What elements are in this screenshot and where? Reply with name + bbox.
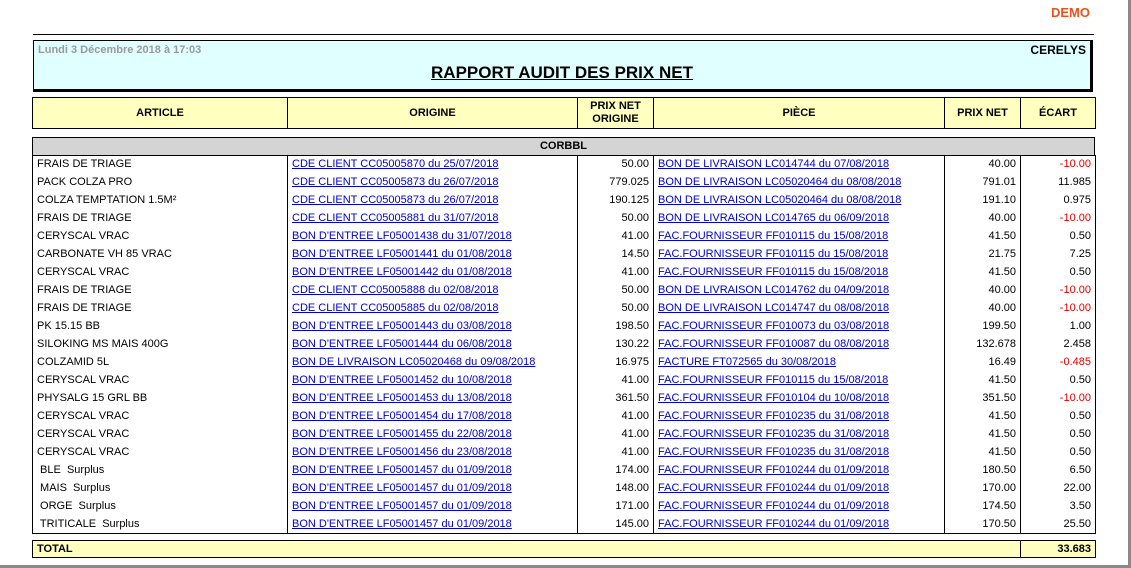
cell-origine-link[interactable] bbox=[288, 479, 578, 497]
cell-origine-link[interactable] bbox=[288, 371, 578, 389]
cell-origine-link[interactable] bbox=[288, 227, 578, 245]
report-title: RAPPORT AUDIT DES PRIX NET bbox=[431, 63, 693, 82]
table-row bbox=[33, 515, 1096, 534]
cell-ecart: 7.25 bbox=[1021, 245, 1096, 263]
col-origine: ORIGINE bbox=[288, 98, 578, 129]
table-row bbox=[33, 263, 1096, 281]
cell-origine-link[interactable] bbox=[288, 425, 578, 443]
cell-ecart: 0.50 bbox=[1021, 443, 1096, 461]
piece-link[interactable]: BON DE LIVRAISON LC05020464 du 08/08/2018 bbox=[658, 194, 902, 206]
col-ecart: ÉCART bbox=[1021, 98, 1096, 129]
cell-prix-origine: 41.00 bbox=[578, 443, 654, 461]
origine-link[interactable]: BON D'ENTREE LF05001443 du 03/08/2018 bbox=[292, 320, 512, 332]
origine-link[interactable]: CDE CLIENT CC05005888 du 02/08/2018 bbox=[292, 284, 499, 296]
cell-ecart: 11.985 bbox=[1021, 173, 1096, 191]
cell-ecart: 0.50 bbox=[1021, 263, 1096, 281]
cell-ecart: 0.50 bbox=[1021, 407, 1096, 425]
cell-prix-origine: 145.00 bbox=[578, 515, 654, 534]
cell-prix-origine: 174.00 bbox=[578, 461, 654, 479]
cell-piece-link[interactable] bbox=[654, 191, 945, 209]
table-row bbox=[33, 425, 1096, 443]
cell-article: CERYSCAL VRAC bbox=[33, 443, 288, 461]
cell-origine-link[interactable] bbox=[288, 281, 578, 299]
origine-link[interactable]: BON D'ENTREE LF05001457 du 01/09/2018 bbox=[292, 482, 512, 494]
cell-piece-link[interactable] bbox=[654, 299, 945, 317]
cell-prix-origine: 148.00 bbox=[578, 479, 654, 497]
cell-piece-link[interactable] bbox=[654, 389, 945, 407]
cell-prix-net: 41.50 bbox=[945, 407, 1021, 425]
table-row bbox=[33, 353, 1096, 371]
cell-piece-link[interactable] bbox=[654, 173, 945, 191]
table-row bbox=[33, 371, 1096, 389]
cell-prix-net: 791.01 bbox=[945, 173, 1021, 191]
table-row bbox=[33, 335, 1096, 353]
cell-article: COLZAMID 5L bbox=[33, 353, 288, 371]
cell-prix-net: 40.00 bbox=[945, 299, 1021, 317]
demo-watermark: DEMO bbox=[1051, 5, 1090, 20]
cell-prix-net: 16.49 bbox=[945, 353, 1021, 371]
origine-link[interactable]: BON D'ENTREE LF05001455 du 22/08/2018 bbox=[292, 428, 512, 440]
origine-link[interactable]: BON D'ENTREE LF05001456 du 23/08/2018 bbox=[292, 446, 512, 458]
cell-prix-net: 41.50 bbox=[945, 263, 1021, 281]
cell-article: PHYSALG 15 GRL BB bbox=[33, 389, 288, 407]
cell-ecart: 3.50 bbox=[1021, 497, 1096, 515]
table-row bbox=[33, 155, 1096, 173]
cell-ecart: 22.00 bbox=[1021, 479, 1096, 497]
cell-prix-origine: 171.00 bbox=[578, 497, 654, 515]
origine-link[interactable]: BON D'ENTREE LF05001452 du 10/08/2018 bbox=[292, 374, 512, 386]
table-row bbox=[33, 299, 1096, 317]
cell-piece-link[interactable] bbox=[654, 245, 945, 263]
origine-link[interactable]: BON D'ENTREE LF05001442 du 01/08/2018 bbox=[292, 266, 512, 278]
cell-origine-link[interactable] bbox=[288, 191, 578, 209]
origine-link[interactable]: BON DE LIVRAISON LC05020468 du 09/08/2018 bbox=[292, 356, 536, 368]
table-row bbox=[33, 497, 1096, 515]
total-label: TOTAL bbox=[33, 541, 1021, 558]
cell-prix-net: 132.678 bbox=[945, 335, 1021, 353]
cell-ecart: 0.50 bbox=[1021, 227, 1096, 245]
cell-prix-net: 41.50 bbox=[945, 227, 1021, 245]
piece-link[interactable]: FAC.FOURNISSEUR FF010244 du 01/09/2018 bbox=[658, 464, 890, 476]
table-row bbox=[33, 389, 1096, 407]
cell-prix-net: 40.00 bbox=[945, 209, 1021, 227]
cell-prix-net: 174.50 bbox=[945, 497, 1021, 515]
cell-article: PK 15.15 BB bbox=[33, 317, 288, 335]
cell-article: MAIS Surplus bbox=[33, 479, 288, 497]
cell-piece-link[interactable] bbox=[654, 335, 945, 353]
cell-prix-net: 40.00 bbox=[945, 155, 1021, 173]
cell-ecart: -10.00 bbox=[1021, 299, 1096, 317]
piece-link[interactable]: FAC.FOURNISSEUR FF010115 du 15/08/2018 bbox=[658, 230, 889, 242]
table-row bbox=[33, 227, 1096, 245]
origine-link[interactable]: CDE CLIENT CC05005881 du 31/07/2018 bbox=[292, 212, 499, 224]
col-prix-net: PRIX NET bbox=[945, 98, 1021, 129]
piece-link[interactable]: FACTURE FT072565 du 30/08/2018 bbox=[658, 356, 836, 368]
cell-prix-net: 351.50 bbox=[945, 389, 1021, 407]
cell-piece-link[interactable] bbox=[654, 461, 945, 479]
origine-link[interactable]: BON D'ENTREE LF05001453 du 13/08/2018 bbox=[292, 392, 512, 404]
cell-article: CERYSCAL VRAC bbox=[33, 407, 288, 425]
table-row bbox=[33, 317, 1096, 335]
top-rule bbox=[33, 34, 1094, 35]
origine-link[interactable]: CDE CLIENT CC05005873 du 26/07/2018 bbox=[292, 176, 499, 188]
cell-ecart: 25.50 bbox=[1021, 515, 1096, 534]
cell-origine-link[interactable] bbox=[288, 173, 578, 191]
piece-link[interactable]: FAC.FOURNISSEUR FF010244 du 01/09/2018 bbox=[658, 500, 890, 512]
cell-piece-link[interactable] bbox=[654, 443, 945, 461]
cell-prix-origine: 50.00 bbox=[578, 281, 654, 299]
origine-link[interactable]: CDE CLIENT CC05005870 du 25/07/2018 bbox=[292, 158, 499, 170]
table-row bbox=[33, 173, 1096, 191]
cell-article: CERYSCAL VRAC bbox=[33, 263, 288, 281]
cell-prix-origine: 16.975 bbox=[578, 353, 654, 371]
col-piece: PIÈCE bbox=[654, 98, 945, 129]
table-row bbox=[33, 461, 1096, 479]
origine-link[interactable]: BON D'ENTREE LF05001457 du 01/09/2018 bbox=[292, 464, 512, 476]
cell-ecart: -10.00 bbox=[1021, 389, 1096, 407]
cell-article: PACK COLZA PRO bbox=[33, 173, 288, 191]
column-header-row bbox=[32, 97, 1096, 129]
cell-ecart: -0.485 bbox=[1021, 353, 1096, 371]
cell-ecart: 0.50 bbox=[1021, 371, 1096, 389]
cell-prix-net: 170.50 bbox=[945, 515, 1021, 534]
origine-link[interactable]: CDE CLIENT CC05005873 du 26/07/2018 bbox=[292, 194, 499, 206]
col-prix-net-origine: PRIX NET ORIGINE bbox=[578, 98, 654, 129]
table-row bbox=[33, 209, 1096, 227]
origine-link[interactable]: BON D'ENTREE LF05001454 du 17/08/2018 bbox=[292, 410, 512, 422]
cell-article: TRITICALE Surplus bbox=[33, 515, 288, 534]
cell-prix-origine: 190.125 bbox=[578, 191, 654, 209]
piece-link[interactable]: FAC.FOURNISSEUR FF010115 du 15/08/2018 bbox=[658, 374, 889, 386]
cell-origine-link[interactable] bbox=[288, 407, 578, 425]
cell-piece-link[interactable] bbox=[654, 317, 945, 335]
cell-prix-origine: 198.50 bbox=[578, 317, 654, 335]
cell-prix-net: 170.00 bbox=[945, 479, 1021, 497]
total-row bbox=[32, 540, 1096, 558]
cell-ecart: -10.00 bbox=[1021, 155, 1096, 173]
cell-article: FRAIS DE TRIAGE bbox=[33, 281, 288, 299]
cell-origine-link[interactable] bbox=[288, 443, 578, 461]
cell-prix-net: 191.10 bbox=[945, 191, 1021, 209]
data-table bbox=[32, 155, 1096, 534]
cell-origine-link[interactable] bbox=[288, 245, 578, 263]
cell-origine-link[interactable] bbox=[288, 497, 578, 515]
cell-article: CERYSCAL VRAC bbox=[33, 371, 288, 389]
cell-piece-link[interactable] bbox=[654, 155, 945, 173]
cell-piece-link[interactable] bbox=[654, 407, 945, 425]
cell-prix-origine: 50.00 bbox=[578, 155, 654, 173]
cell-ecart: -10.00 bbox=[1021, 209, 1096, 227]
cell-ecart: 2.458 bbox=[1021, 335, 1096, 353]
cell-ecart: 1.00 bbox=[1021, 317, 1096, 335]
cell-origine-link[interactable] bbox=[288, 317, 578, 335]
cell-prix-net: 41.50 bbox=[945, 425, 1021, 443]
cell-prix-origine: 41.00 bbox=[578, 371, 654, 389]
cell-piece-link[interactable] bbox=[654, 425, 945, 443]
cell-origine-link[interactable] bbox=[288, 389, 578, 407]
cell-prix-origine: 41.00 bbox=[578, 407, 654, 425]
cell-prix-origine: 14.50 bbox=[578, 245, 654, 263]
piece-link[interactable]: BON DE LIVRAISON LC014747 du 08/08/2018 bbox=[658, 302, 890, 314]
cell-prix-origine: 361.50 bbox=[578, 389, 654, 407]
cell-piece-link[interactable] bbox=[654, 209, 945, 227]
cell-article: BLE Surplus bbox=[33, 461, 288, 479]
cell-prix-origine: 50.00 bbox=[578, 299, 654, 317]
table-row bbox=[33, 479, 1096, 497]
piece-link[interactable]: FAC.FOURNISSEUR FF010087 du 08/08/2018 bbox=[658, 338, 890, 350]
cell-piece-link[interactable] bbox=[654, 353, 945, 371]
cell-origine-link[interactable] bbox=[288, 209, 578, 227]
piece-link[interactable]: BON DE LIVRAISON LC014762 du 04/09/2018 bbox=[658, 284, 890, 296]
report-header bbox=[33, 40, 1093, 92]
cell-article: FRAIS DE TRIAGE bbox=[33, 209, 288, 227]
cell-article: CERYSCAL VRAC bbox=[33, 227, 288, 245]
origine-link[interactable]: BON D'ENTREE LF05001457 du 01/09/2018 bbox=[292, 518, 512, 530]
cell-ecart: 0.50 bbox=[1021, 425, 1096, 443]
piece-link[interactable]: FAC.FOURNISSEUR FF010235 du 31/08/2018 bbox=[658, 428, 890, 440]
table-row bbox=[33, 191, 1096, 209]
cell-origine-link[interactable] bbox=[288, 353, 578, 371]
piece-link[interactable]: FAC.FOURNISSEUR FF010115 du 15/08/2018 bbox=[658, 266, 889, 278]
cell-origine-link[interactable] bbox=[288, 263, 578, 281]
group-header: CORBBL bbox=[32, 137, 1095, 156]
cell-ecart: 6.50 bbox=[1021, 461, 1096, 479]
cell-piece-link[interactable] bbox=[654, 479, 945, 497]
report-date: Lundi 3 Décembre 2018 à 17:03 bbox=[38, 44, 202, 56]
company-name: CERELYS bbox=[1030, 43, 1086, 57]
cell-piece-link[interactable] bbox=[654, 515, 945, 534]
cell-piece-link[interactable] bbox=[654, 227, 945, 245]
cell-origine-link[interactable] bbox=[288, 515, 578, 534]
table-row bbox=[33, 281, 1096, 299]
piece-link[interactable]: FAC.FOURNISSEUR FF010115 du 15/08/2018 bbox=[658, 248, 889, 260]
col-article: ARTICLE bbox=[33, 98, 288, 129]
piece-link[interactable]: BON DE LIVRAISON LC014765 du 06/09/2018 bbox=[658, 212, 890, 224]
origine-link[interactable]: BON D'ENTREE LF05001444 du 06/08/2018 bbox=[292, 338, 512, 350]
cell-article: CERYSCAL VRAC bbox=[33, 425, 288, 443]
cell-origine-link[interactable] bbox=[288, 299, 578, 317]
table-row bbox=[33, 245, 1096, 263]
cell-piece-link[interactable] bbox=[654, 281, 945, 299]
cell-piece-link[interactable] bbox=[654, 263, 945, 281]
total-value: 33.683 bbox=[1021, 541, 1096, 558]
piece-link[interactable]: FAC.FOURNISSEUR FF010235 du 31/08/2018 bbox=[658, 410, 890, 422]
cell-prix-net: 41.50 bbox=[945, 443, 1021, 461]
origine-link[interactable]: BON D'ENTREE LF05001457 du 01/09/2018 bbox=[292, 500, 512, 512]
cell-prix-origine: 779.025 bbox=[578, 173, 654, 191]
cell-prix-net: 21.75 bbox=[945, 245, 1021, 263]
piece-link[interactable]: FAC.FOURNISSEUR FF010244 du 01/09/2018 bbox=[658, 482, 890, 494]
piece-link[interactable]: FAC.FOURNISSEUR FF010235 du 31/08/2018 bbox=[658, 446, 890, 458]
cell-origine-link[interactable] bbox=[288, 461, 578, 479]
cell-prix-origine: 41.00 bbox=[578, 227, 654, 245]
origine-link[interactable]: BON D'ENTREE LF05001438 du 31/07/2018 bbox=[292, 230, 512, 242]
table-row bbox=[33, 443, 1096, 461]
cell-prix-origine: 41.00 bbox=[578, 425, 654, 443]
cell-prix-origine: 50.00 bbox=[578, 209, 654, 227]
cell-origine-link[interactable] bbox=[288, 335, 578, 353]
table-row bbox=[33, 407, 1096, 425]
cell-piece-link[interactable] bbox=[654, 497, 945, 515]
cell-prix-origine: 41.00 bbox=[578, 263, 654, 281]
cell-ecart: -10.00 bbox=[1021, 281, 1096, 299]
cell-article: FRAIS DE TRIAGE bbox=[33, 299, 288, 317]
cell-article: COLZA TEMPTATION 1.5M² bbox=[33, 191, 288, 209]
piece-link[interactable]: FAC.FOURNISSEUR FF010073 du 03/08/2018 bbox=[658, 320, 890, 332]
cell-article: SILOKING MS MAIS 400G bbox=[33, 335, 288, 353]
cell-prix-net: 199.50 bbox=[945, 317, 1021, 335]
cell-origine-link[interactable] bbox=[288, 155, 578, 173]
cell-article: FRAIS DE TRIAGE bbox=[33, 155, 288, 173]
cell-prix-net: 180.50 bbox=[945, 461, 1021, 479]
cell-article: ORGE Surplus bbox=[33, 497, 288, 515]
piece-link[interactable]: FAC.FOURNISSEUR FF010244 du 01/09/2018 bbox=[658, 518, 890, 530]
piece-link[interactable]: BON DE LIVRAISON LC05020464 du 08/08/2018 bbox=[658, 176, 902, 188]
piece-link[interactable]: FAC.FOURNISSEUR FF010104 du 10/08/2018 bbox=[658, 392, 890, 404]
cell-prix-net: 40.00 bbox=[945, 281, 1021, 299]
cell-piece-link[interactable] bbox=[654, 371, 945, 389]
cell-article: CARBONATE VH 85 VRAC bbox=[33, 245, 288, 263]
piece-link[interactable]: BON DE LIVRAISON LC014744 du 07/08/2018 bbox=[658, 158, 890, 170]
origine-link[interactable]: BON D'ENTREE LF05001441 du 01/08/2018 bbox=[292, 248, 512, 260]
cell-prix-net: 41.50 bbox=[945, 371, 1021, 389]
cell-prix-origine: 130.22 bbox=[578, 335, 654, 353]
origine-link[interactable]: CDE CLIENT CC05005885 du 02/08/2018 bbox=[292, 302, 499, 314]
cell-ecart: 0.975 bbox=[1021, 191, 1096, 209]
